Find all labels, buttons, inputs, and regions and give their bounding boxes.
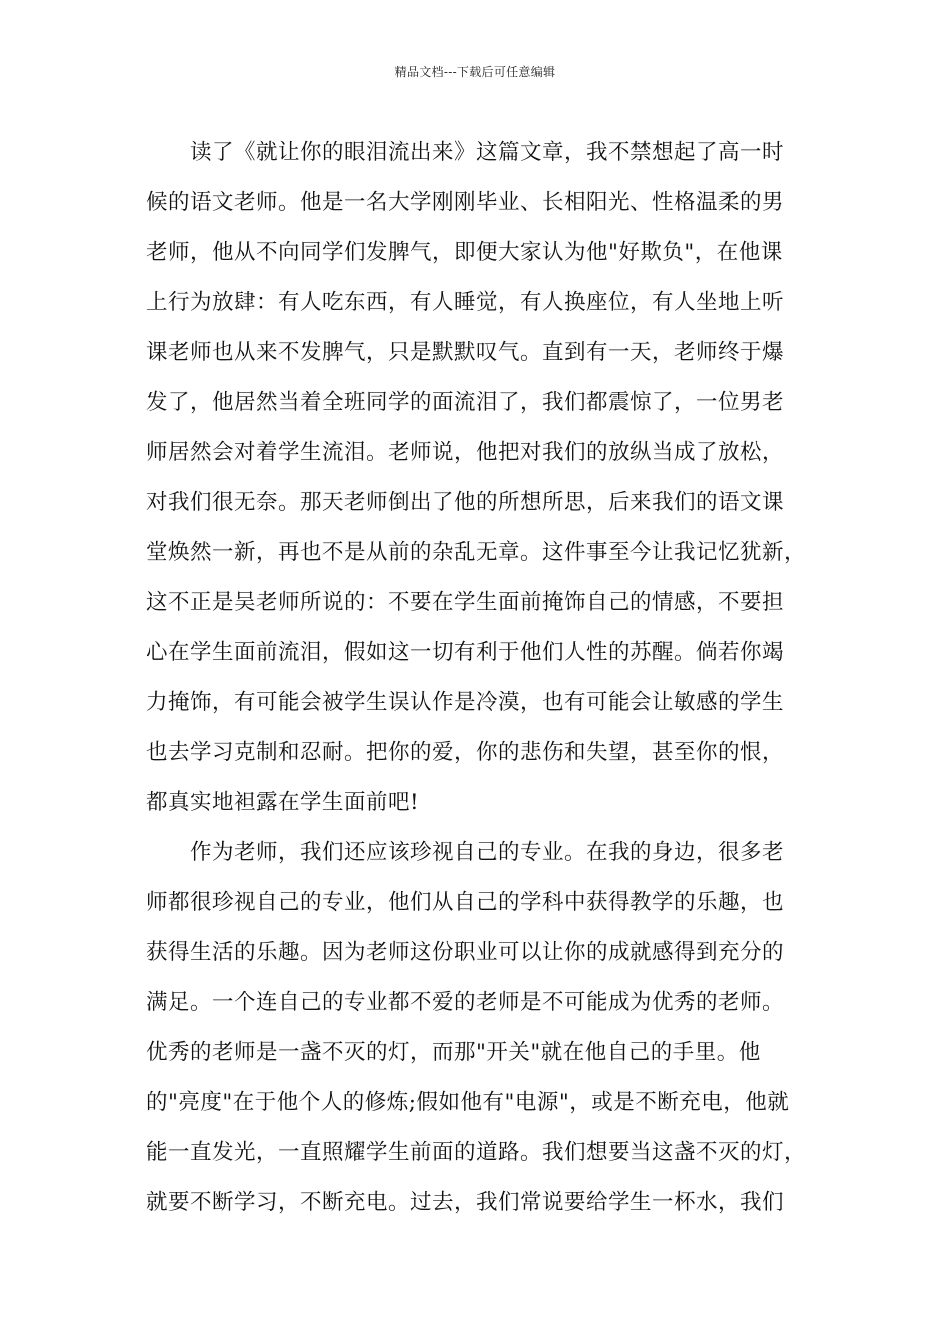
document-body bbox=[146, 128, 818, 1228]
text-line: 的"亮度"在于他个人的修炼;假如他有"电源"，或是不断充电，他就 bbox=[146, 1090, 790, 1115]
text-line: 师居然会对着学生流泪。老师说，他把对我们的放纵当成了放松， bbox=[146, 440, 785, 465]
text-line: 堂焕然一新，再也不是从前的杂乱无章。这件事至今让我记忆犹新， bbox=[146, 540, 807, 565]
text-line: 发了，他居然当着全班同学的面流泪了，我们都震惊了，一位男老 bbox=[146, 390, 785, 415]
paragraph-1 bbox=[146, 128, 818, 828]
text-line: 就要不断学习，不断充电。过去，我们常说要给学生一杯水，我们 bbox=[146, 1190, 785, 1215]
paragraph-2 bbox=[146, 828, 818, 1228]
text-line: 能一直发光，一直照耀学生前面的道路。我们想要当这盏不灭的灯， bbox=[146, 1140, 807, 1165]
text-line: 对我们很无奈。那天老师倒出了他的所想所思，后来我们的语文课 bbox=[146, 490, 785, 515]
text-line: 候的语文老师。他是一名大学刚刚毕业、长相阳光、性格温柔的男 bbox=[146, 190, 785, 215]
text-line: 这不正是吴老师所说的：不要在学生面前掩饰自己的情感，不要担 bbox=[146, 590, 785, 615]
text-line: 满足。一个连自己的专业都不爱的老师是不可能成为优秀的老师。 bbox=[146, 990, 785, 1015]
text-line: 也去学习克制和忍耐。把你的爱，你的悲伤和失望，甚至你的恨， bbox=[146, 740, 785, 765]
page-header: 精品文档---下载后可任意编辑 bbox=[394, 65, 556, 79]
text-line: 读了《就让你的眼泪流出来》这篇文章，我不禁想起了高一时 bbox=[190, 140, 785, 165]
text-line: 优秀的老师是一盏不灭的灯，而那"开关"就在他自己的手里。他 bbox=[146, 1040, 761, 1065]
text-line: 课老师也从来不发脾气，只是默默叹气。直到有一天，老师终于爆 bbox=[146, 340, 785, 365]
text-line: 老师，他从不向同学们发脾气，即便大家认为他"好欺负"，在他课 bbox=[146, 240, 783, 265]
text-line: 力掩饰，有可能会被学生误认作是冷漠，也有可能会让敏感的学生 bbox=[146, 690, 785, 715]
text-line: 作为老师，我们还应该珍视自己的专业。在我的身边，很多老 bbox=[190, 840, 785, 865]
text-line: 上行为放肆：有人吃东西，有人睡觉，有人换座位，有人坐地上听 bbox=[146, 290, 785, 315]
text-line: 心在学生面前流泪，假如这一切有利于他们人性的苏醒。倘若你竭 bbox=[146, 640, 785, 665]
text-line: 获得生活的乐趣。因为老师这份职业可以让你的成就感得到充分的 bbox=[146, 940, 785, 965]
text-line: 师都很珍视自己的专业，他们从自己的学科中获得教学的乐趣，也 bbox=[146, 890, 785, 915]
text-line: 都真实地袒露在学生面前吧! bbox=[146, 790, 420, 815]
